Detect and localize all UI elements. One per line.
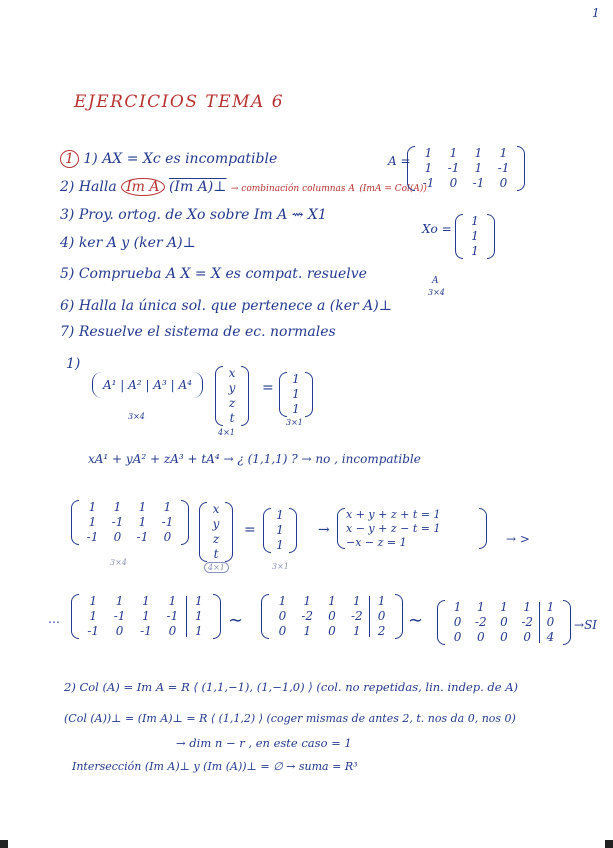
augmented-cell: 0 [476, 630, 485, 644]
solution-1-unknowns [224, 366, 240, 426]
task-1 [60, 150, 277, 168]
augmented-cell: -1 [166, 609, 179, 623]
task-2-perp: (Im A)⊥ [168, 179, 227, 195]
dim-note-b: 3×4 [428, 288, 445, 297]
augmented-cell: 0 [546, 615, 555, 629]
exercise-number: 1 [60, 150, 79, 168]
matrix-a [416, 146, 516, 191]
matrix-a-cell: 1 [499, 146, 508, 160]
system-unknowns [208, 502, 224, 562]
task-1-text: 1) AX = Xc es incompatible [83, 151, 278, 167]
rhs-cell: 1 [276, 523, 284, 537]
system-matrix-cell: 1 [138, 515, 147, 529]
augmented-cell: 0 [453, 630, 462, 644]
reduction-result-text: SI [584, 618, 598, 632]
augmented-cell: 0 [453, 615, 462, 629]
task-2-eq: (ImA = Col(A)) [359, 184, 427, 194]
scan-corner-mark-left [0, 840, 8, 848]
augmented-cell: 1 [142, 594, 150, 608]
augmented-cell: 1 [453, 600, 462, 614]
vector-xo [464, 214, 486, 259]
solution-1-label: 1) [66, 356, 81, 372]
rhs-cell: 1 [292, 402, 300, 416]
unknown-cell: z [212, 532, 220, 546]
part2-line2a: (Col (A))⊥ = (Im A)⊥ = R ⟨ (1,1,2) ⟩ (coger mismas de antes 2, t. nos da 0, nos 0) [64, 712, 516, 725]
system-next-arrow: → > [506, 532, 530, 546]
task-3: 3) Proy. ortog. de Xo sobre Im A ⇝ X1 [60, 207, 327, 223]
augmented-cell: 0 [328, 624, 336, 638]
unknown-cell: z [228, 396, 236, 410]
augmented-cell: 0 [278, 609, 287, 623]
task-4: 4) ker A y (ker A)⊥ [60, 235, 196, 251]
augmented-cell: 1 [352, 624, 361, 638]
matrix-a-cell: -1 [447, 161, 460, 175]
vector-xo-cell: 1 [471, 214, 479, 228]
system-arrow: → [318, 522, 330, 538]
augmented-cell: 1 [352, 594, 361, 608]
augmented-cell: 1 [303, 624, 312, 638]
solution-1-rhs [288, 372, 304, 417]
solution-1-dim3: 3×1 [286, 418, 303, 427]
augmented-cell: 1 [194, 594, 203, 608]
reduction-matrix-2 [270, 594, 394, 639]
matrix-a-cell: 1 [424, 161, 433, 175]
system-matrix-cell: 1 [163, 500, 172, 514]
augmented-cell: 0 [500, 615, 508, 629]
augmented-cell: -1 [87, 624, 100, 638]
augmented-cell: 4 [546, 630, 555, 644]
rhs-cell: 1 [292, 372, 300, 386]
matrix-a-cell: 1 [474, 161, 483, 175]
equivalence-sign-2: ∼ [408, 610, 424, 631]
augmented-cell: -1 [140, 624, 152, 638]
augmented-cell: 1 [377, 594, 386, 608]
task-2-im: Im A [121, 178, 164, 196]
rhs-cell: 1 [276, 538, 284, 552]
augmented-cell: 1 [194, 609, 203, 623]
augmented-cell: -2 [474, 615, 487, 629]
page-title: EJERCICIOS TEMA 6 [74, 92, 285, 112]
matrix-a-cell: 0 [449, 176, 458, 190]
matrix-a-cell: -1 [422, 176, 435, 190]
matrix-a-cell: 1 [474, 146, 483, 160]
equivalence-sign-1: ∼ [228, 610, 244, 631]
system-matrix-cell: -1 [111, 515, 124, 529]
augmented-cell: -2 [521, 615, 534, 629]
system-matrix-cell: -1 [161, 515, 174, 529]
equation-line: x + y + z + t = 1 [346, 508, 441, 521]
augmented-cell: 0 [500, 630, 508, 644]
equation-line: x − y + z − t = 1 [346, 521, 441, 535]
matrix-a-cell: 1 [449, 146, 458, 160]
part2-line1: 2) Col (A) = Im A = R ⟨ (1,1,−1), (1,−1,0) ⟩ (col. no repetidas, lin. indep. de A) [64, 680, 519, 694]
augmented-cell: 1 [303, 594, 312, 608]
augmented-cell: 1 [546, 600, 555, 614]
augmented-cell: 1 [523, 600, 532, 614]
page-number: 1 [592, 6, 600, 20]
system-matrix-cell: -1 [136, 530, 149, 544]
augmented-cell: 1 [500, 600, 508, 614]
augmented-cell: 1 [142, 609, 150, 623]
task-2 [60, 178, 427, 196]
matrix-a-cell: -1 [472, 176, 485, 190]
vector-xo-label: Xo = [422, 222, 452, 236]
rhs-cell: 1 [292, 387, 300, 401]
system-matrix-cell: 1 [138, 500, 147, 514]
augmented-cell: 0 [523, 630, 532, 644]
unknown-cell: y [228, 381, 236, 395]
vector-xo-cell: 1 [471, 244, 479, 258]
matrix-a-cell: -1 [497, 161, 510, 175]
task-7: 7) Resuelve el sistema de ec. normales [60, 324, 336, 340]
augmented-cell: 0 [377, 609, 386, 623]
solution-1-dim1: 3×4 [128, 412, 145, 421]
rhs-cell: 1 [276, 508, 284, 522]
matrix-a-cell: 1 [424, 146, 433, 160]
augmented-cell: 0 [328, 609, 336, 623]
unknown-cell: t [229, 411, 235, 425]
system-matrix-cell: 1 [88, 500, 97, 514]
reduction-matrix-1 [80, 594, 212, 639]
system-matrix-cell: -1 [86, 530, 99, 544]
system-matrix-cell: 0 [113, 530, 122, 544]
system-matrix-dim: 3×4 [110, 558, 127, 567]
equals-sign: = [262, 380, 274, 396]
system-rhs [272, 508, 288, 553]
augmented-cell: 1 [476, 600, 485, 614]
system-matrix-cell: 1 [113, 500, 122, 514]
matrix-a-label: A = [388, 154, 411, 168]
augmented-cell: 1 [168, 594, 177, 608]
system-rhs-dim: 3×1 [272, 562, 289, 571]
augmented-cell: -2 [350, 609, 363, 623]
matrix-a-cell: 0 [499, 176, 508, 190]
column-vectors: A¹ | A² | A³ | A⁴ [103, 378, 192, 392]
part2-line3: Intersección (Im A)⊥ y (Im (A))⊥ = ∅ → suma = R³ [72, 760, 358, 773]
reduction-dots: … [48, 612, 60, 626]
solution-1-line: xA¹ + yA² + zA³ + tA⁴ → ¿ (1,1,1) ? → no , incompatible [88, 452, 421, 466]
augmented-cell: -1 [113, 609, 126, 623]
system-unknowns-dim: 4×1 [204, 562, 229, 573]
augmented-cell: 0 [168, 624, 177, 638]
augmented-cell: 1 [278, 594, 287, 608]
task-5: 5) Comprueba A X = X es compat. resuelve [60, 266, 367, 282]
unknown-cell: x [228, 366, 236, 380]
system-equations [346, 508, 478, 549]
augmented-cell: 1 [89, 609, 98, 623]
augmented-cell: 1 [115, 594, 124, 608]
vector-xo-cell: 1 [471, 229, 479, 243]
augmented-cell: 0 [115, 624, 124, 638]
unknown-cell: x [212, 502, 220, 516]
reduction-result: →SI [574, 618, 598, 632]
unknown-cell: t [213, 547, 219, 561]
augmented-cell: 1 [89, 594, 98, 608]
augmented-cell: -2 [301, 609, 314, 623]
task-6: 6) Halla la única sol. que pertenece a (ker A)⊥ [60, 298, 392, 314]
system-matrix [80, 500, 180, 545]
augmented-cell: 1 [194, 624, 203, 638]
unknown-cell: y [212, 517, 220, 531]
system-matrix-cell: 1 [88, 515, 97, 529]
task-2-prefix: 2) Halla [60, 179, 117, 195]
equation-line: −x − z = 1 [346, 535, 407, 549]
dim-note-a: A [432, 276, 439, 286]
augmented-cell: 2 [377, 624, 386, 638]
part2-line2b: → dim n − r , en este caso = 1 [176, 736, 352, 750]
solution-1-cols [92, 372, 203, 398]
augmented-cell: 1 [328, 594, 336, 608]
task-2-note: → combinación columnas A [230, 184, 355, 194]
system-equals: = [244, 522, 256, 538]
augmented-cell: 0 [278, 624, 287, 638]
solution-1-dim2: 4×1 [218, 428, 235, 437]
reduction-matrix-3 [446, 600, 562, 645]
system-matrix-cell: 0 [163, 530, 172, 544]
scan-corner-mark-right [605, 840, 613, 848]
